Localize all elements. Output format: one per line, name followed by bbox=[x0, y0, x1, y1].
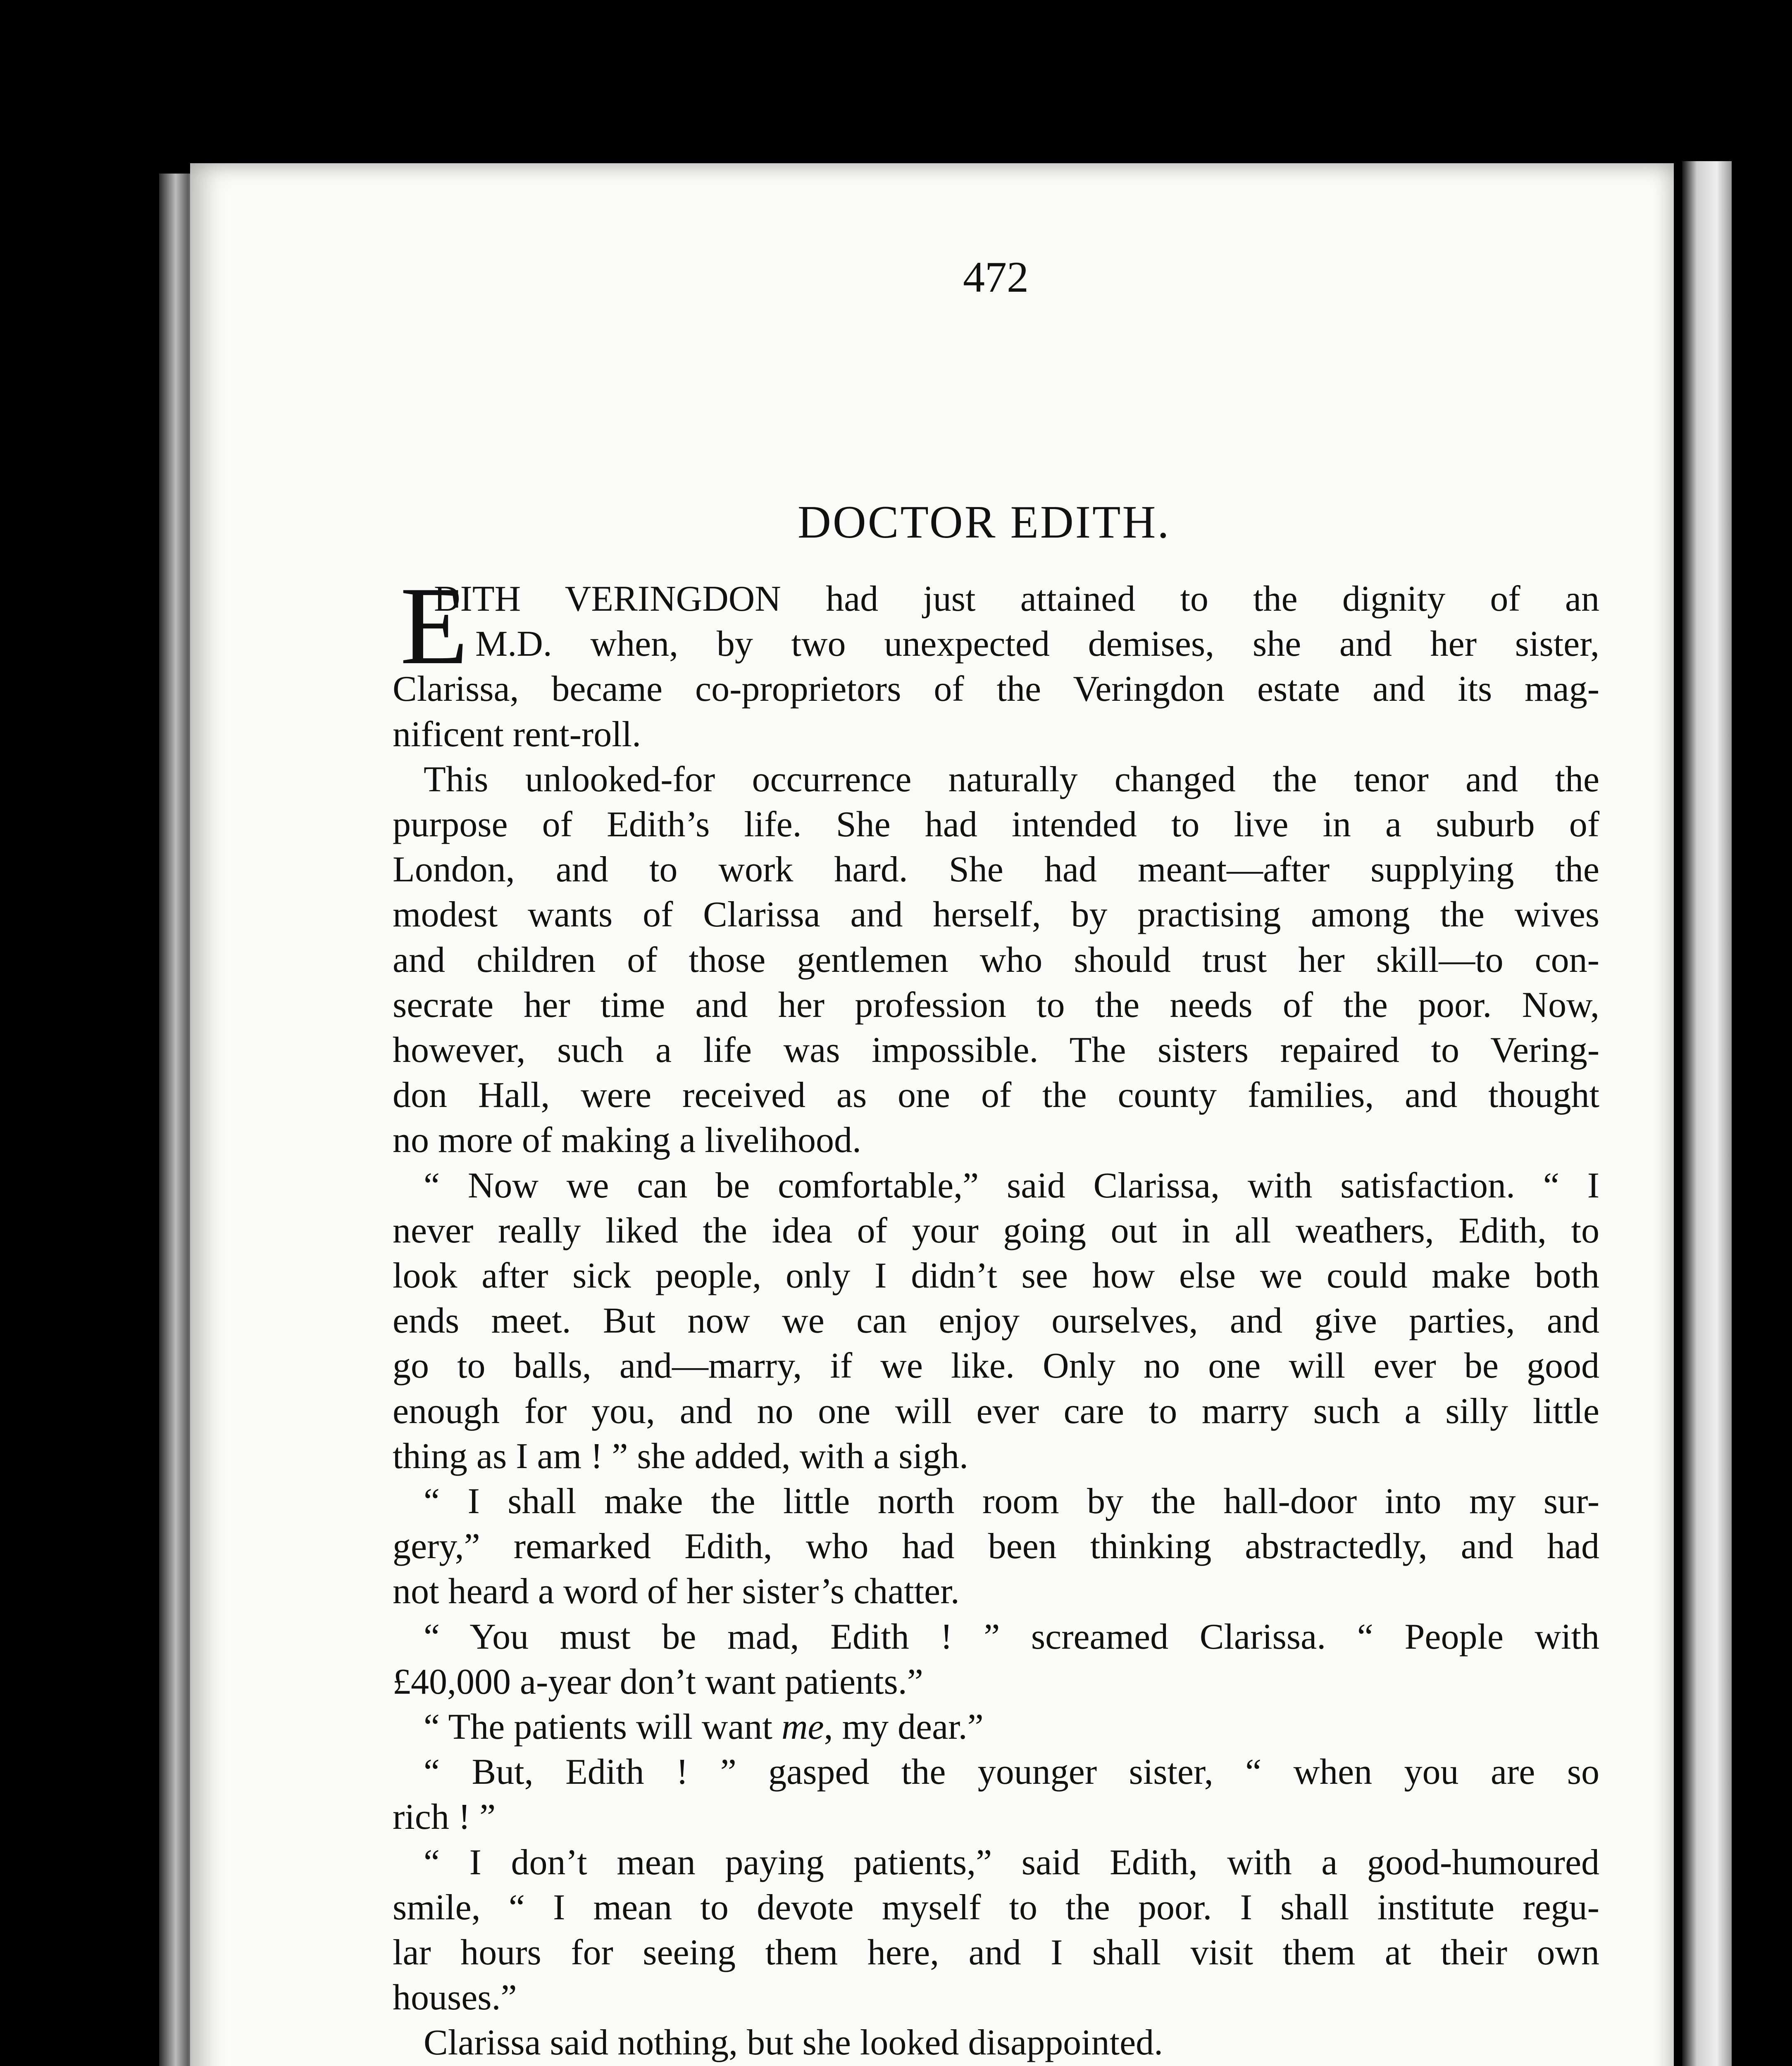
text-line: thing as I am ! ” she added, with a sigh. bbox=[393, 1436, 969, 1476]
text-line: nificent rent-roll. bbox=[393, 714, 641, 755]
facing-page-edge bbox=[1682, 161, 1732, 2066]
text-line: Clarissa, became co-proprietors of the Veringdon estate and its mag- bbox=[393, 669, 1599, 709]
text-line: London, and to work hard. She had meant—after supplying the bbox=[393, 850, 1599, 890]
text-line: however, such a life was impossible. The sisters repaired to Vering- bbox=[393, 1030, 1599, 1070]
text-line: smile, “ I mean to devote myself to the poor. I shall institute regu- bbox=[393, 1887, 1599, 1928]
chapter-title: DOCTOR EDITH. bbox=[798, 497, 1171, 548]
text-line: secrate her time and her profession to the needs of the poor. Now, bbox=[393, 985, 1599, 1025]
text-line: DITH VERINGDON had just attained to the dignity of an bbox=[434, 579, 1599, 619]
text-line: “ I shall make the little north room by the hall-door into my sur- bbox=[424, 1481, 1599, 1521]
text-line: not heard a word of her sister’s chatter. bbox=[393, 1571, 960, 1612]
text-line: go to balls, and—marry, if we like. Only no one will ever be good bbox=[393, 1346, 1599, 1386]
text-line: “ Now we can be comfortable,” said Clarissa, with satisfaction. “ I bbox=[424, 1165, 1599, 1206]
text-line: and children of those gentlemen who should trust her skill—to con- bbox=[393, 940, 1599, 980]
text-line: “ The patients will want me, my dear.” bbox=[424, 1707, 984, 1747]
text-line: enough for you, and no one will ever care to marry such a silly little bbox=[393, 1391, 1599, 1431]
text-line: lar hours for seeing them here, and I shall visit them at their own bbox=[393, 1933, 1599, 1973]
text-line: “ But, Edith ! ” gasped the younger sister, “ when you are so bbox=[424, 1752, 1599, 1792]
text-line: purpose of Edith’s life. She had intended to live in a suburb of bbox=[393, 805, 1599, 845]
text-line: never really liked the idea of your going out in all weathers, Edith, to bbox=[393, 1210, 1599, 1251]
text-line: modest wants of Clarissa and herself, by practising among the wives bbox=[393, 895, 1599, 935]
text-line: Clarissa said nothing, but she looked disappointed. bbox=[424, 2023, 1163, 2063]
text-line: ends meet. But now we can enjoy ourselves, and give parties, and bbox=[393, 1301, 1599, 1341]
text-line: M.D. when, by two unexpected demises, she and her sister, bbox=[475, 624, 1599, 664]
text-line: gery,” remarked Edith, who had been thinking abstractedly, and had bbox=[393, 1526, 1599, 1567]
text-line: This unlooked-for occurrence naturally changed the tenor and the bbox=[424, 759, 1599, 800]
text-line: rich ! ” bbox=[393, 1797, 496, 1838]
text-line: don Hall, were received as one of the county families, and thought bbox=[393, 1075, 1599, 1116]
page-number: 472 bbox=[963, 253, 1029, 301]
text-line: £40,000 a-year don’t want patients.” bbox=[393, 1661, 923, 1702]
text-line: “ I don’t mean paying patients,” said Edith, with a good-humoured bbox=[424, 1842, 1599, 1883]
drop-cap: E bbox=[400, 564, 468, 688]
text-line: look after sick people, only I didn’t see how else we could make both bbox=[393, 1256, 1599, 1296]
text-line: no more of making a livelihood. bbox=[393, 1120, 861, 1161]
text-line: “ You must be mad, Edith ! ” screamed Clarissa. “ People with bbox=[424, 1616, 1599, 1657]
text-line: houses.” bbox=[393, 1978, 517, 2018]
